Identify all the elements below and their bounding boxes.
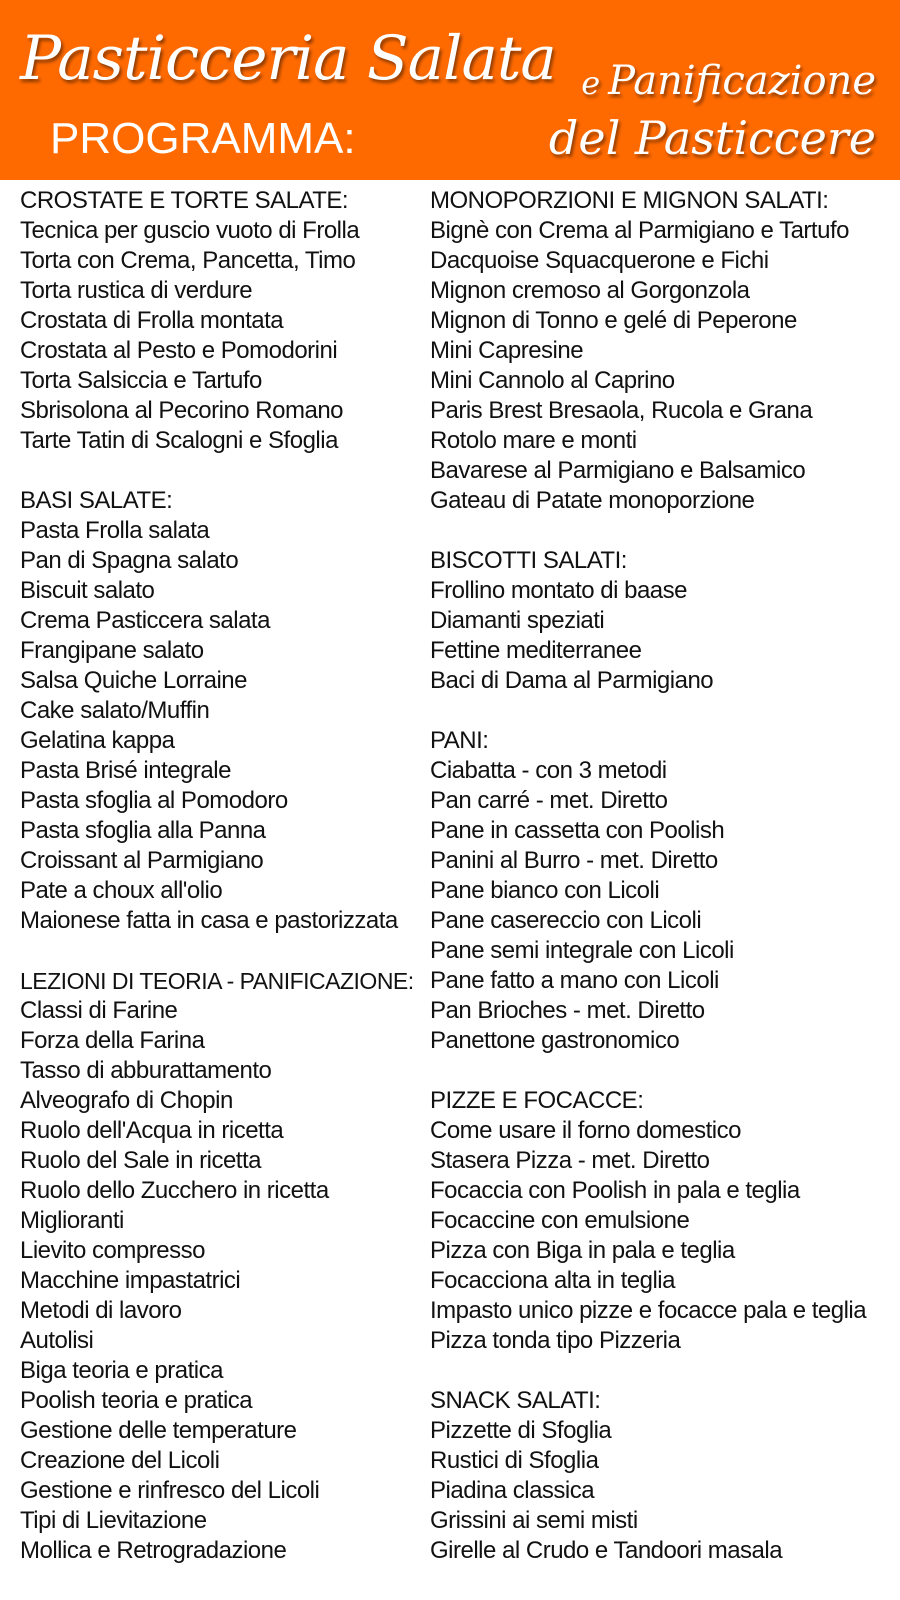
- list-item: Grissini ai semi misti: [430, 1507, 638, 1534]
- list-item: Mini Cannolo al Caprino: [430, 367, 675, 394]
- list-item: Frollino montato di baase: [430, 577, 687, 604]
- list-item: Focaccine con emulsione: [430, 1207, 690, 1234]
- program-section: [20, 186, 420, 456]
- list-item: Pane semi integrale con Licoli: [430, 937, 734, 964]
- list-item: Come usare il forno domestico: [430, 1117, 741, 1144]
- title-panificazione: Panificazione: [608, 58, 876, 104]
- list-item: Focacciona alta in teglia: [430, 1267, 675, 1294]
- list-item: Rustici di Sfoglia: [430, 1447, 599, 1474]
- list-item: Maionese fatta in casa e pastorizzata: [20, 907, 398, 934]
- list-item: Pan di Spagna salato: [20, 547, 239, 574]
- title-main: Pasticceria Salata: [20, 23, 556, 94]
- list-item: Piadina classica: [430, 1477, 595, 1504]
- program-section: [430, 186, 896, 516]
- list-item: Baci di Dama al Parmigiano: [430, 667, 714, 694]
- section-title: PIZZE E FOCACCE:: [430, 1087, 644, 1114]
- list-item: Torta rustica di verdure: [20, 277, 253, 304]
- list-item: Gateau di Patate monoporzione: [430, 487, 755, 514]
- list-item: Bavarese al Parmigiano e Balsamico: [430, 457, 806, 484]
- list-item: Ruolo dello Zucchero in ricetta: [20, 1177, 329, 1204]
- header-banner: [0, 0, 900, 180]
- list-item: Ciabatta - con 3 metodi: [430, 757, 667, 784]
- list-item: Pane fatto a mano con Licoli: [430, 967, 719, 994]
- list-item: Mignon di Tonno e gelé di Peperone: [430, 307, 797, 334]
- list-item: Crostata al Pesto e Pomodorini: [20, 337, 338, 364]
- list-item: Torta Salsiccia e Tartufo: [20, 367, 262, 394]
- list-item: Pan Brioches - met. Diretto: [430, 997, 705, 1024]
- list-item: Crostata di Frolla montata: [20, 307, 284, 334]
- list-item: Biscuit salato: [20, 577, 155, 604]
- list-item: Gelatina kappa: [20, 727, 175, 754]
- list-item: Diamanti speziati: [430, 607, 605, 634]
- list-item: Pate a choux all'olio: [20, 877, 223, 904]
- list-item: Tasso di abburattamento: [20, 1057, 272, 1084]
- list-item: Impasto unico pizze e focacce pala e teglia: [430, 1297, 867, 1324]
- list-item: Fettine mediterranee: [430, 637, 642, 664]
- list-item: Girelle al Crudo e Tandoori masala: [430, 1537, 783, 1564]
- section-title: BISCOTTI SALATI:: [430, 547, 627, 574]
- list-item: Lievito compresso: [20, 1237, 205, 1264]
- program-section: [20, 486, 420, 936]
- list-item: Gestione delle temperature: [20, 1417, 297, 1444]
- list-item: Rotolo mare e monti: [430, 427, 637, 454]
- list-item: Pizza tonda tipo Pizzeria: [430, 1327, 681, 1354]
- list-item: Biga teoria e pratica: [20, 1357, 223, 1384]
- program-section: [430, 726, 896, 1056]
- list-item: Panini al Burro - met. Diretto: [430, 847, 718, 874]
- left-column: [20, 186, 420, 1596]
- list-item: Crema Pasticcera salata: [20, 607, 270, 634]
- list-item: Forza della Farina: [20, 1027, 205, 1054]
- section-title: MONOPORZIONI E MIGNON SALATI:: [430, 187, 829, 214]
- list-item: Frangipane salato: [20, 637, 204, 664]
- list-item: Pasta sfoglia al Pomodoro: [20, 787, 288, 814]
- list-item: Tipi di Lievitazione: [20, 1507, 207, 1534]
- section-title: LEZIONI DI TEORIA - PANIFICAZIONE:: [20, 968, 414, 994]
- list-item: Pasta Frolla salata: [20, 517, 210, 544]
- list-item: Pane casereccio con Licoli: [430, 907, 702, 934]
- list-item: Cake salato/Muffin: [20, 697, 210, 724]
- right-column: [430, 186, 896, 1596]
- list-item: Croissant al Parmigiano: [20, 847, 264, 874]
- list-item: Poolish teoria e pratica: [20, 1387, 253, 1414]
- list-item: Pane in cassetta con Poolish: [430, 817, 725, 844]
- list-item: Mini Capresine: [430, 337, 584, 364]
- list-item: Ruolo dell'Acqua in ricetta: [20, 1117, 284, 1144]
- list-item: Pan carré - met. Diretto: [430, 787, 668, 814]
- title-pasticcere: del Pasticcere: [548, 111, 876, 165]
- list-item: Panettone gastronomico: [430, 1027, 680, 1054]
- list-item: Tarte Tatin di Scalogni e Sfoglia: [20, 427, 338, 454]
- list-item: Focaccia con Poolish in pala e teglia: [430, 1177, 800, 1204]
- list-item: Creazione del Licoli: [20, 1447, 220, 1474]
- list-item: Tecnica per guscio vuoto di Frolla: [20, 217, 360, 244]
- list-item: Classi di Farine: [20, 997, 178, 1024]
- section-title: PANI:: [430, 727, 489, 754]
- list-item: Sbrisolona al Pecorino Romano: [20, 397, 344, 424]
- list-item: Miglioranti: [20, 1207, 124, 1234]
- list-item: Dacquoise Squacquerone e Fichi: [430, 247, 769, 274]
- program-heading: PROGRAMMA:: [50, 114, 356, 163]
- list-item: Autolisi: [20, 1327, 94, 1354]
- section-title: SNACK SALATI:: [430, 1387, 601, 1414]
- list-item: Mignon cremoso al Gorgonzola: [430, 277, 750, 304]
- section-title: BASI SALATE:: [20, 487, 173, 514]
- list-item: Ruolo del Sale in ricetta: [20, 1147, 261, 1174]
- program-section: [430, 1386, 896, 1566]
- list-item: Mollica e Retrogradazione: [20, 1537, 287, 1564]
- list-item: Stasera Pizza - met. Diretto: [430, 1147, 710, 1174]
- list-item: Paris Brest Bresaola, Rucola e Grana: [430, 397, 813, 424]
- list-item: Alveografo di Chopin: [20, 1087, 233, 1114]
- list-item: Pasta sfoglia alla Panna: [20, 817, 266, 844]
- title-conjunction: e: [581, 64, 601, 102]
- list-item: Pizza con Biga in pala e teglia: [430, 1237, 735, 1264]
- list-item: Pizzette di Sfoglia: [430, 1417, 612, 1444]
- title-secondary: [581, 56, 876, 108]
- list-item: Gestione e rinfresco del Licoli: [20, 1477, 320, 1504]
- section-title: CROSTATE E TORTE SALATE:: [20, 187, 349, 214]
- list-item: Metodi di lavoro: [20, 1297, 182, 1324]
- list-item: Pasta Brisé integrale: [20, 757, 231, 784]
- list-item: Pane bianco con Licoli: [430, 877, 660, 904]
- program-section: [20, 966, 420, 1566]
- list-item: Salsa Quiche Lorraine: [20, 667, 247, 694]
- list-item: Bignè con Crema al Parmigiano e Tartufo: [430, 217, 849, 244]
- program-section: [430, 1086, 896, 1356]
- program-section: [430, 546, 896, 696]
- list-item: Torta con Crema, Pancetta, Timo: [20, 247, 356, 274]
- list-item: Macchine impastatrici: [20, 1267, 241, 1294]
